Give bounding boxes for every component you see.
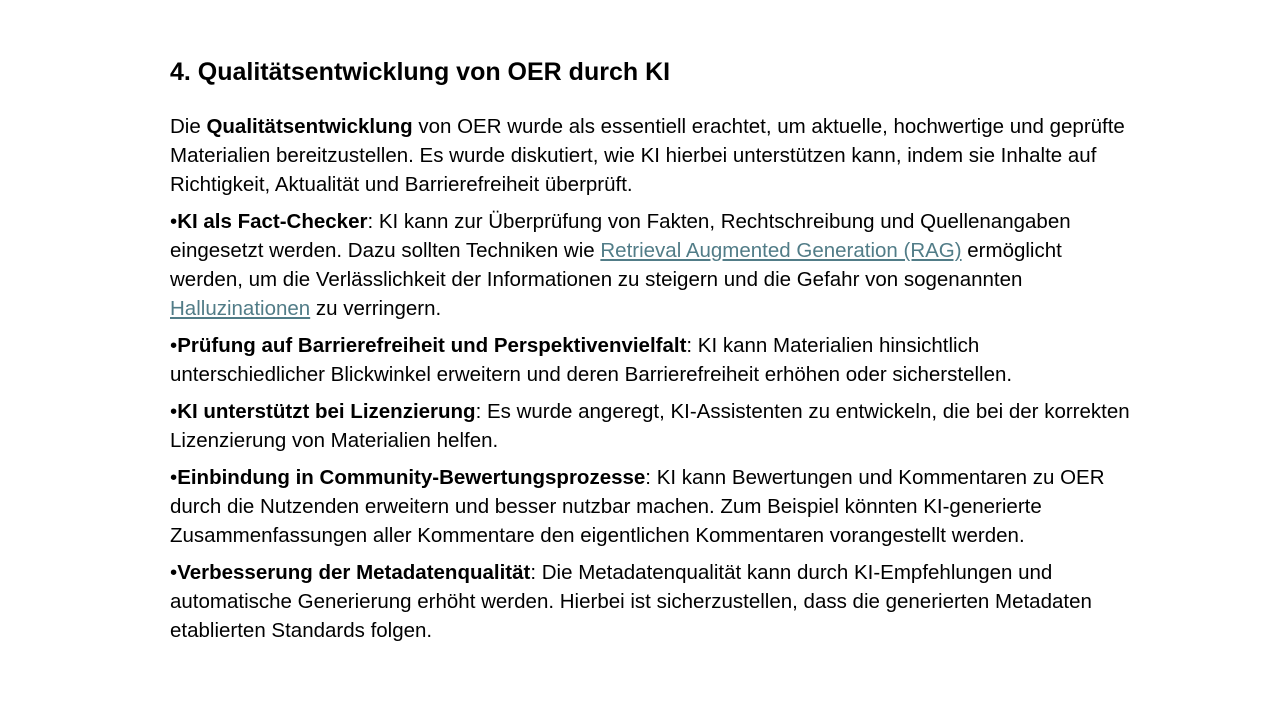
bullet-text: : KI kann zur Überprüfung von Fakten, Rechtschreibung und Quellenangaben eingesetzt werden. Dazu sollten Techniken wie xyxy=(170,210,1071,262)
bullet-community xyxy=(170,463,1130,550)
bullet-heading: Einbindung in Community-Bewertungsprozesse xyxy=(177,466,646,489)
slide-content xyxy=(170,56,1130,653)
intro-bold: Qualitätsentwicklung xyxy=(206,115,413,138)
rag-link[interactable]: Retrieval Augmented Generation (RAG) xyxy=(600,239,962,262)
bullet-text: : KI kann Bewertungen und Kommentaren zu OER durch die Nutzenden erweitern und besser nutzbar machen. Zum Beispiel könnten KI-generierte Zusammenfassungen aller Kommentare den eigentlichen Kommentaren vorangestellt werden. xyxy=(170,466,1105,547)
bullet-mark: • xyxy=(170,334,178,357)
bullet-lizenzierung xyxy=(170,397,1130,455)
intro-pre: Die xyxy=(170,115,207,138)
bullet-text: : Es wurde angeregt, KI-Assistenten zu entwickeln, die bei der korrekten Lizenzierung von Materialien helfen. xyxy=(170,400,1130,452)
bullet-mark: • xyxy=(170,210,178,233)
bullet-text: : Die Metadatenqualität kann durch KI-Empfehlungen und automatische Generierung erhöht werden. Hierbei ist sicherzustellen, dass die generierten Metadaten etablierten Standards folgen. xyxy=(170,561,1092,642)
bullet-metadaten xyxy=(170,558,1130,645)
bullet-heading: KI als Fact-Checker xyxy=(177,210,368,233)
bullet-text: ermöglicht werden, um die Verlässlichkeit der Informationen zu steigern und die Gefahr von sogenannten xyxy=(170,239,1062,291)
bullet-heading: Prüfung auf Barrierefreiheit und Perspektivenvielfalt xyxy=(177,334,687,357)
bullet-heading: KI unterstützt bei Lizenzierung xyxy=(177,400,476,423)
bullet-barrierefreiheit xyxy=(170,331,1130,389)
bullet-heading: Verbesserung der Metadatenqualität xyxy=(177,561,531,584)
bullet-mark: • xyxy=(170,400,178,423)
bullet-text: : KI kann Materialien hinsichtlich unterschiedlicher Blickwinkel erweitern und deren Barrierefreiheit erhöhen oder sicherstellen. xyxy=(170,334,1013,386)
bullet-mark: • xyxy=(170,561,178,584)
slide-title: 4. Qualitätsentwicklung von OER durch KI xyxy=(170,58,671,86)
bullet-mark: • xyxy=(170,466,178,489)
intro-post: von OER wurde als essentiell erachtet, um aktuelle, hochwertige und geprüfte Materialien bereitzustellen. Es wurde diskutiert, wie KI hierbei unterstützen kann, indem sie Inhalte auf Richtigkeit, Aktualität und Barrierefreiheit überprüft. xyxy=(170,115,1125,196)
halluzinationen-link[interactable]: Halluzinationen xyxy=(170,297,311,320)
intro-paragraph xyxy=(170,112,1130,199)
bullet-fact-checker xyxy=(170,207,1130,323)
bullet-text: zu verringern. xyxy=(310,297,442,320)
